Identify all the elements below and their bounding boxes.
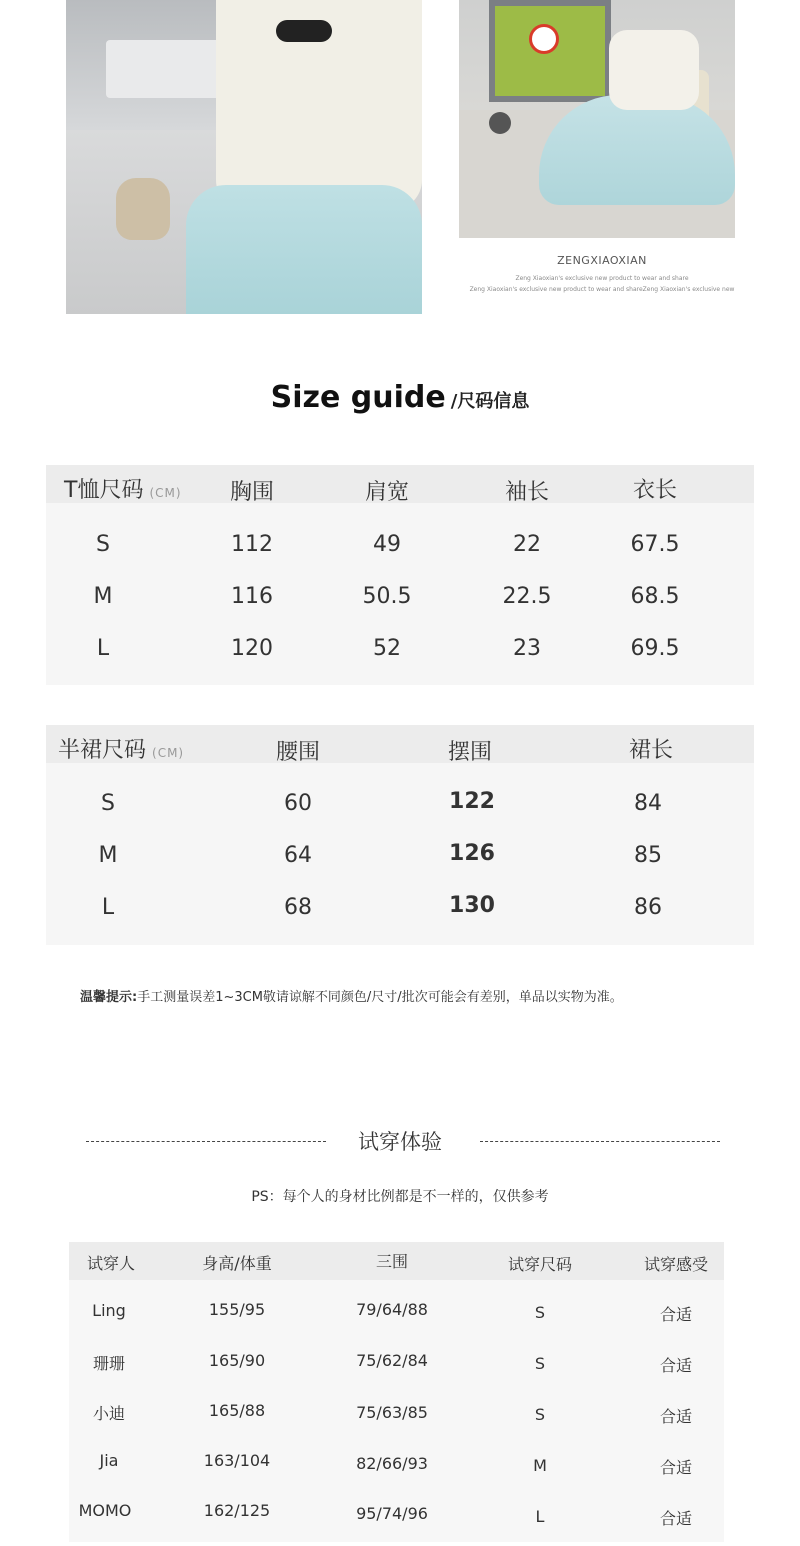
brand-tagline: Zeng Xiaoxian's exclusive new product to wear and share [515, 275, 689, 282]
table-cell: 68.5 [630, 584, 680, 609]
column-header: 身高/体重 [202, 1254, 272, 1273]
column-header: 摆围 [447, 740, 492, 765]
tryon-ps-note: PS：每个人的身材比例都是不一样的，仅供参考 [251, 1189, 549, 1205]
table-cell: 50.5 [362, 584, 412, 609]
table-cell: 95/74/96 [356, 1504, 428, 1523]
tryon-title: 试穿体验 [358, 1130, 442, 1154]
table-cell: 合适 [659, 1305, 692, 1324]
size-guide-heading [0, 380, 800, 415]
size-label: M [98, 843, 118, 868]
tshirt-size-header [64, 473, 182, 504]
table-cell: 69.5 [630, 636, 680, 661]
size-label: S [96, 532, 110, 557]
dashed-divider-right [480, 1141, 720, 1142]
table-cell: 162/125 [203, 1501, 271, 1520]
size-label: L [101, 895, 115, 920]
brand-tagline-repeat: Zeng Xiaoxian's exclusive new product to wear and shareZeng Xiaoxian's exclusive new [469, 286, 735, 293]
photo-cart-wheel [489, 112, 511, 134]
measurement-note [80, 986, 623, 1005]
table-cell: 79/64/88 [356, 1300, 428, 1319]
table-cell: 116 [231, 584, 273, 609]
size-label: L [96, 636, 110, 661]
column-header: 衣长 [632, 478, 677, 503]
table-cell: 合适 [659, 1356, 692, 1375]
tryon-table [69, 1242, 724, 1542]
product-photo-restroom [66, 0, 422, 314]
table-cell: MOMO [78, 1501, 132, 1520]
column-header: 试穿尺码 [507, 1255, 572, 1274]
column-header: 三围 [375, 1252, 408, 1271]
column-header: 试穿感受 [643, 1255, 708, 1274]
table-cell: 49 [373, 532, 401, 557]
size-header-label: T恤尺码 [64, 478, 144, 503]
table-cell: M [533, 1456, 547, 1475]
table-cell: S [534, 1354, 546, 1373]
table-cell: 合适 [659, 1407, 692, 1426]
table-cell: 130 [449, 893, 495, 918]
table-cell: 合适 [659, 1509, 692, 1528]
table-cell: 112 [231, 532, 273, 557]
table-cell: L [535, 1507, 545, 1526]
table-cell: 122 [449, 789, 495, 814]
table-cell: 68 [284, 895, 312, 920]
table-cell: 合适 [659, 1458, 692, 1477]
table-cell: 23 [513, 636, 541, 661]
table-cell: 60 [284, 791, 312, 816]
skirt-size-header [58, 733, 184, 764]
no-sign-icon [529, 24, 559, 54]
photo-sunglasses [276, 20, 332, 42]
table-cell: 22 [513, 532, 541, 557]
table-cell: 155/95 [208, 1300, 266, 1319]
table-cell: 64 [284, 843, 312, 868]
unit-label: (CM) [152, 746, 185, 760]
table-cell: 67.5 [630, 532, 680, 557]
table-cell: 82/66/93 [356, 1454, 428, 1473]
table-cell: 165/88 [208, 1401, 266, 1420]
note-text: 手工测量误差1~3CM敬请谅解不同颜色/尺寸/批次可能会有差别，单品以实物为准。 [137, 990, 623, 1005]
table-cell: 126 [449, 841, 495, 866]
column-header: 裙长 [628, 738, 673, 763]
table-cell: 22.5 [502, 584, 552, 609]
note-label: 温馨提示: [80, 990, 138, 1005]
table-cell: 165/90 [208, 1351, 266, 1370]
unit-label: (CM) [149, 486, 182, 500]
skirt-size-table [46, 725, 754, 945]
table-cell: Jia [99, 1451, 119, 1470]
size-header-label: 半裙尺码 [58, 738, 147, 763]
table-cell: 84 [634, 791, 662, 816]
product-photo-airport [459, 0, 735, 238]
table-cell: 小迪 [92, 1404, 125, 1423]
table-cell: 163/104 [203, 1451, 271, 1470]
table-cell: Ling [92, 1301, 126, 1320]
column-header: 胸围 [229, 480, 274, 505]
table-cell: 86 [634, 895, 662, 920]
table-cell: S [534, 1405, 546, 1424]
brand-name: ZENGXIAOXIAN [557, 254, 647, 267]
table-cell: S [534, 1303, 546, 1322]
column-header: 袖长 [504, 480, 549, 505]
photo-blue-skirt [186, 185, 422, 314]
table-cell: 珊珊 [92, 1354, 125, 1373]
size-guide-subtitle: /尺码信息 [450, 391, 530, 412]
photo-white-tshirt [609, 30, 699, 110]
tshirt-size-table [46, 465, 754, 685]
table-cell: 75/63/85 [356, 1403, 428, 1422]
table-cell: 120 [231, 636, 273, 661]
size-label: M [93, 584, 113, 609]
column-header: 肩宽 [364, 480, 409, 505]
table-cell: 75/62/84 [356, 1351, 428, 1370]
column-header: 腰围 [275, 740, 320, 765]
photo-shoe [116, 178, 170, 240]
size-label: S [101, 791, 115, 816]
size-guide-title: Size guide [270, 380, 446, 415]
column-header: 试穿人 [86, 1254, 135, 1273]
table-cell: 52 [373, 636, 401, 661]
table-cell: 85 [634, 843, 662, 868]
